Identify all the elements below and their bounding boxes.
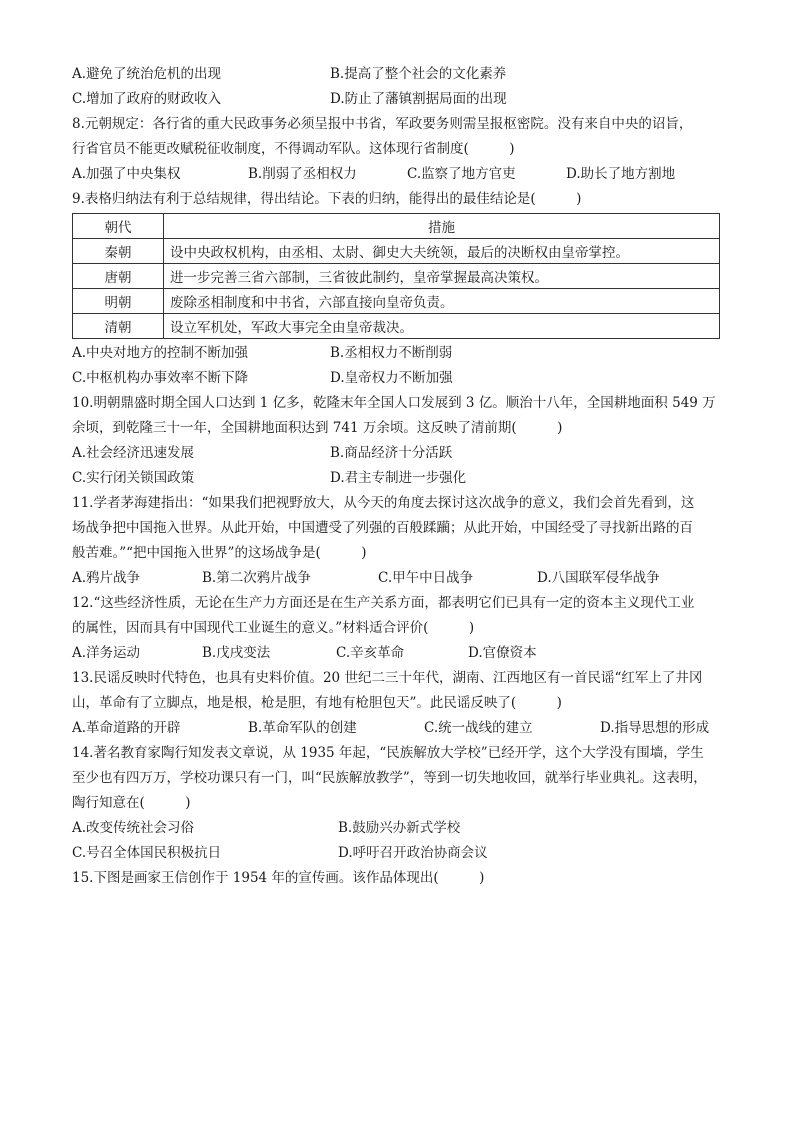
q7-option-d[interactable]: D.防止了藩镇割据局面的出现 bbox=[330, 91, 507, 107]
q14-option-b[interactable]: B.鼓励兴办新式学校 bbox=[338, 820, 461, 836]
q12-options-row bbox=[72, 641, 732, 666]
q12-stem-line-2: 的属性，因而具有中国现代工业诞生的意义。”材料适合评价( ) bbox=[72, 620, 475, 636]
q9-cell-measure: 废除丞相制度和中书省，六部直接向皇帝负责。 bbox=[164, 289, 720, 314]
q8-option-b[interactable]: B.削弱了丞相权力 bbox=[248, 166, 357, 182]
q9-options-row-1 bbox=[72, 341, 732, 366]
q9-cell-measure: 设立军机处，军政大事完全由皇帝裁决。 bbox=[164, 314, 720, 339]
q9-stem: 9.表格归纳法有利于总结规律，得出结论。下表的归纳，能得出的最佳结论是( ) bbox=[72, 191, 582, 207]
q9-option-d[interactable]: D.皇帝权力不断加强 bbox=[330, 370, 453, 386]
q9-cell-measure: 进一步完善三省六部制，三省彼此制约，皇帝掌握最高决策权。 bbox=[164, 264, 720, 289]
q14-option-d[interactable]: D.呼吁召开政治协商会议 bbox=[338, 845, 488, 861]
q9-option-b[interactable]: B.丞相权力不断削弱 bbox=[330, 345, 453, 361]
q11-stem-line-1: 11.学者茅海建指出：“如果我们把视野放大，从今天的角度去探讨这次战争的意义，我们会首先看到，这 bbox=[72, 495, 695, 511]
q9-cell-measure: 设中央政权机构，由丞相、太尉、御史大夫统领，最后的决断权由皇帝掌控。 bbox=[164, 239, 720, 264]
q12-option-b[interactable]: B.戊戌变法 bbox=[202, 645, 271, 661]
q13-option-a[interactable]: A.革命道路的开辟 bbox=[72, 720, 181, 736]
q10-option-a[interactable]: A.社会经济迅速发展 bbox=[72, 445, 195, 461]
q9-cell-dynasty: 唐朝 bbox=[73, 264, 164, 289]
q10-stem-line-2: 余顷，到乾隆三十一年，全国耕地面积达到 741 万余顷。这反映了清前期( ) bbox=[72, 420, 563, 436]
q8-stem-line-1: 8.元朝规定：各行省的重大民政事务必须呈报中书省，军政要务则需呈报枢密院。没有来自中央的诏旨， bbox=[72, 116, 693, 132]
q10-options-row-1 bbox=[72, 441, 732, 466]
table-row bbox=[73, 289, 720, 314]
q11-options-row bbox=[72, 566, 732, 591]
q10-option-c[interactable]: C.实行闭关锁国政策 bbox=[72, 470, 195, 486]
q9-header-dynasty: 朝代 bbox=[73, 214, 164, 239]
q11-option-c[interactable]: C.甲午中日战争 bbox=[378, 570, 474, 586]
q15-stem: 15.下图是画家王信创作于 1954 年的宣传画。该作品体现出( ) bbox=[72, 870, 485, 886]
table-row bbox=[73, 314, 720, 339]
q14-stem-line-3: 陶行知意在( ) bbox=[72, 795, 191, 811]
q10-option-d[interactable]: D.君主专制进一步强化 bbox=[330, 470, 467, 486]
q12-option-a[interactable]: A.洋务运动 bbox=[72, 645, 141, 661]
q13-stem-line-2: 山，革命有了立脚点，地是根，枪是胆，有地有枪胆包天”。此民谣反映了( ) bbox=[72, 695, 562, 711]
q8-option-a[interactable]: A.加强了中央集权 bbox=[72, 166, 181, 182]
q14-stem-line-1: 14.著名教育家陶行知发表文章说，从 1935 年起，“民族解放大学校”已经开学，这个大学没有围墙，学生 bbox=[72, 745, 704, 761]
q13-option-b[interactable]: B.革命军队的创建 bbox=[248, 720, 357, 736]
q7-option-b[interactable]: B.提高了整个社会的文化素养 bbox=[330, 66, 507, 82]
q9-cell-dynasty: 清朝 bbox=[73, 314, 164, 339]
q14-options-row-1 bbox=[72, 816, 732, 841]
q13-stem-line-1: 13.民谣反映时代特色，也具有史料价值。20 世纪二三十年代，湖南、江西地区有一首民谣“红军上了井冈 bbox=[72, 670, 703, 686]
q11-stem-line-3: 般苦难。”“把中国拖入世界”的这场战争是( ) bbox=[72, 545, 367, 561]
table-row bbox=[73, 264, 720, 289]
q8-option-c[interactable]: C.监察了地方官吏 bbox=[407, 166, 516, 182]
q9-cell-dynasty: 明朝 bbox=[73, 289, 164, 314]
q12-option-d[interactable]: D.官僚资本 bbox=[468, 645, 537, 661]
exam-page bbox=[72, 62, 732, 891]
q10-stem-line-1: 10.明朝鼎盛时期全国人口达到 1 亿多，乾隆末年全国人口发展到 3 亿。顺治十八年，全国耕地面积 549 万 bbox=[72, 395, 716, 411]
q9-cell-dynasty: 秦朝 bbox=[73, 239, 164, 264]
q8-options-row bbox=[72, 162, 732, 187]
q11-option-b[interactable]: B.第二次鸦片战争 bbox=[202, 570, 311, 586]
q11-option-a[interactable]: A.鸦片战争 bbox=[72, 570, 141, 586]
q12-option-c[interactable]: C.辛亥革命 bbox=[336, 645, 405, 661]
q13-option-d[interactable]: D.指导思想的形成 bbox=[600, 720, 710, 736]
q14-options-row-2 bbox=[72, 841, 732, 866]
q9-table bbox=[72, 213, 720, 339]
q9-option-a[interactable]: A.中央对地方的控制不断加强 bbox=[72, 345, 249, 361]
q13-options-row bbox=[72, 716, 732, 741]
q10-option-b[interactable]: B.商品经济十分活跃 bbox=[330, 445, 453, 461]
q7-options-row-1 bbox=[72, 62, 732, 87]
q14-option-a[interactable]: A.改变传统社会习俗 bbox=[72, 820, 195, 836]
q14-option-c[interactable]: C.号召全体国民积极抗日 bbox=[72, 845, 222, 861]
q9-header-measures: 措施 bbox=[164, 214, 720, 239]
q8-stem-line-2: 行省官员不能更改赋税征收制度，不得调动军队。这体现行省制度( ) bbox=[72, 141, 515, 157]
table-row bbox=[73, 239, 720, 264]
q13-option-c[interactable]: C.统一战线的建立 bbox=[424, 720, 533, 736]
q7-option-a[interactable]: A.避免了统治危机的出现 bbox=[72, 66, 222, 82]
q12-stem-line-1: 12.“这些经济性质，无论在生产力方面还是在生产关系方面，都表明它们已具有一定的资本主义现代工业 bbox=[72, 595, 695, 611]
q11-option-d[interactable]: D.八国联军侵华战争 bbox=[537, 570, 660, 586]
q14-stem-line-2: 至少也有四万万，学校功课只有一门，叫“民族解放教学”，等到一切失地收回，就举行毕业典礼。这表明， bbox=[72, 770, 707, 786]
q9-option-c[interactable]: C.中枢机构办事效率不断下降 bbox=[72, 370, 249, 386]
q8-option-d[interactable]: D.助长了地方割地 bbox=[566, 166, 676, 182]
q11-stem-line-2: 场战争把中国拖入世界。从此开始，中国遭受了列强的百般蹂躏；从此开始，中国经受了寻找新出路的百 bbox=[72, 520, 693, 536]
q10-options-row-2 bbox=[72, 466, 732, 491]
q7-options-row-2 bbox=[72, 87, 732, 112]
q9-table-header-row bbox=[73, 214, 720, 239]
q7-option-c[interactable]: C.增加了政府的财政收入 bbox=[72, 91, 222, 107]
q9-options-row-2 bbox=[72, 366, 732, 391]
